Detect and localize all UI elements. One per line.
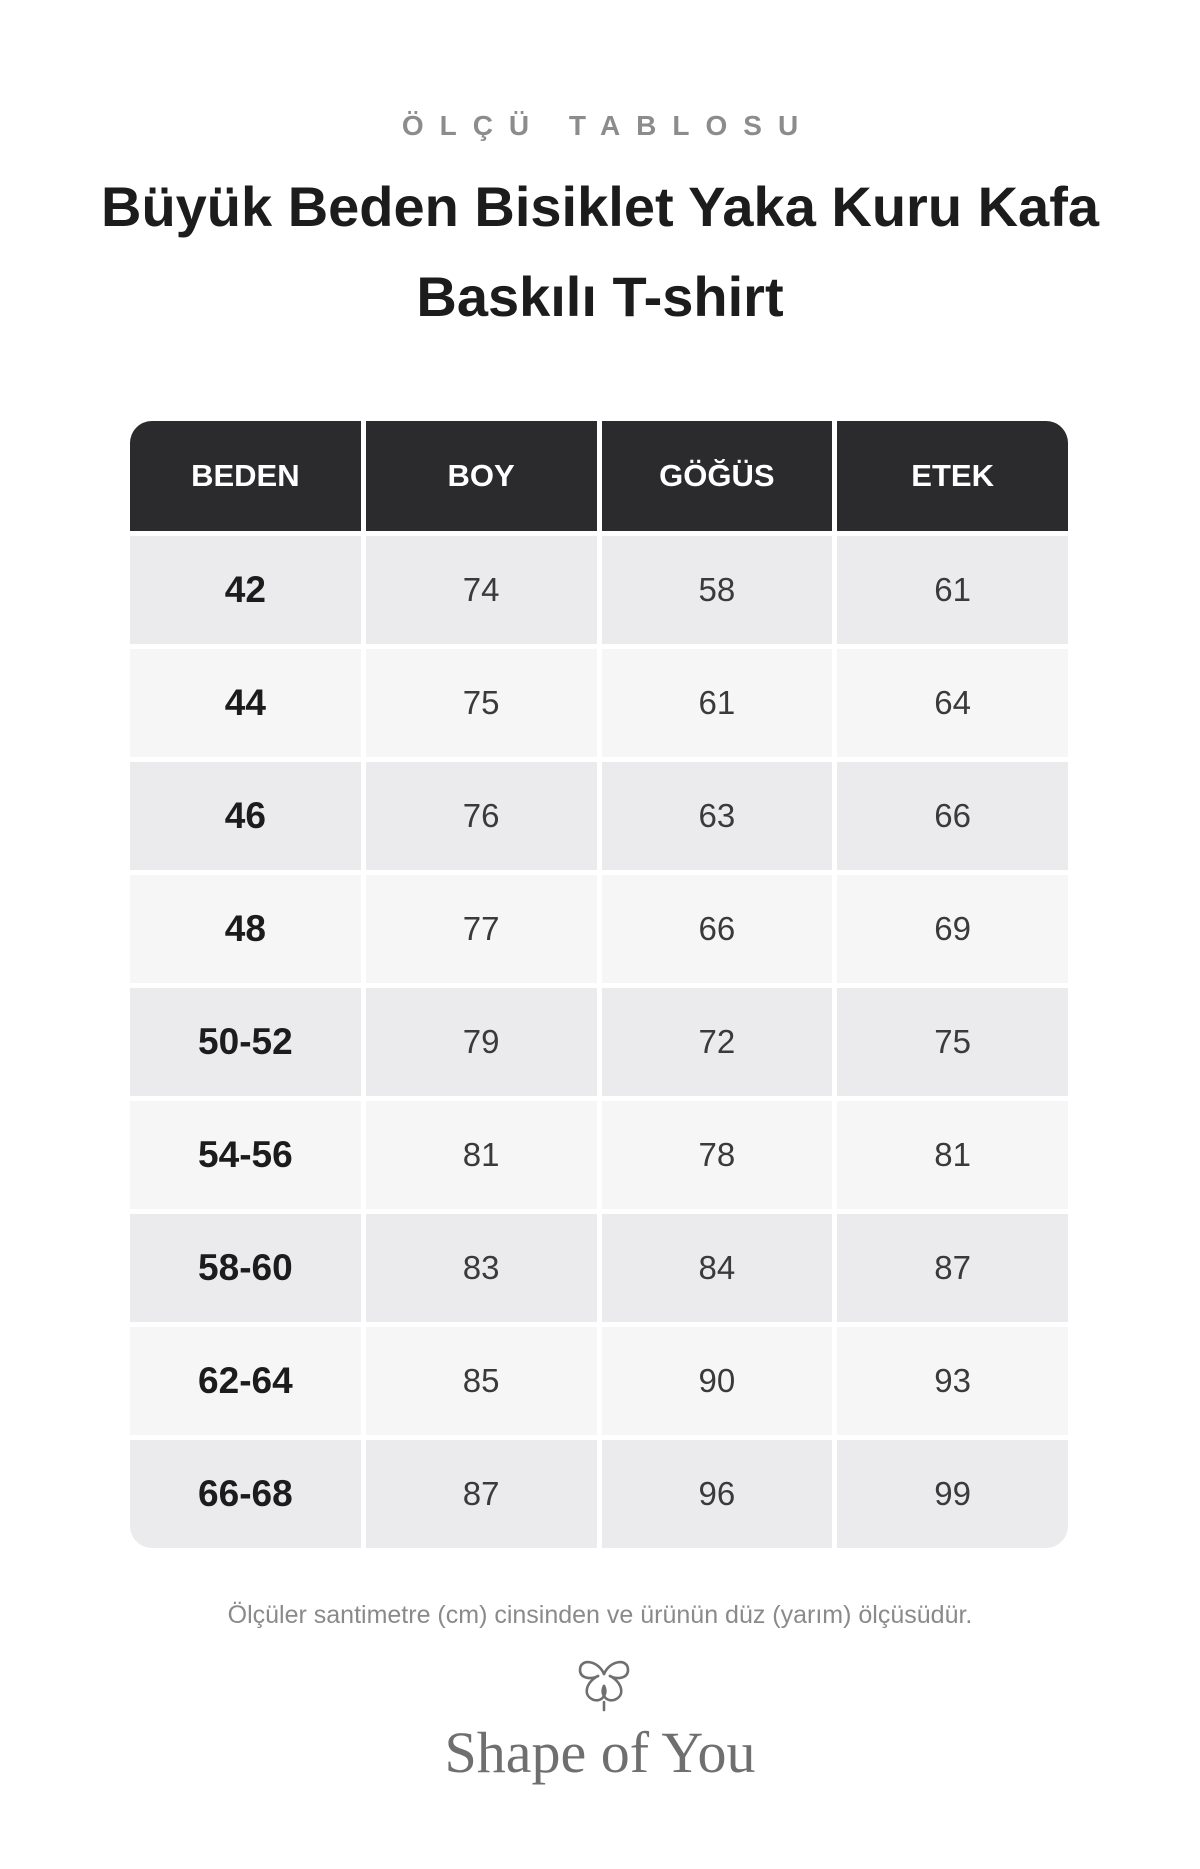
- boy-cell: 77: [366, 875, 597, 983]
- column-header-beden: BEDEN: [130, 421, 361, 531]
- gogus-cell: 58: [602, 536, 833, 644]
- measurement-note: Ölçüler santimetre (cm) cinsinden ve ürünün düz (yarım) ölçüsüdür.: [227, 1601, 973, 1629]
- etek-cell: 66: [837, 762, 1068, 870]
- table-body: [130, 536, 1068, 1548]
- boy-cell: 81: [366, 1101, 597, 1209]
- column-header-gogus: GÖĞÜS: [602, 421, 833, 531]
- column-header-etek: ETEK: [837, 421, 1068, 531]
- etek-cell: 81: [837, 1101, 1068, 1209]
- size-cell: 44: [130, 649, 361, 757]
- etek-cell: 99: [837, 1440, 1068, 1548]
- gogus-cell: 78: [602, 1101, 833, 1209]
- boy-cell: 83: [366, 1214, 597, 1322]
- size-cell: 66-68: [130, 1440, 361, 1548]
- page-title: Büyük Beden Bisiklet Yaka Kuru Kafa Baskılı T-shirt: [101, 175, 1099, 328]
- etek-cell: 87: [837, 1214, 1068, 1322]
- size-cell: 62-64: [130, 1327, 361, 1435]
- size-cell: 48: [130, 875, 361, 983]
- etek-cell: 69: [837, 875, 1068, 983]
- table-row: [130, 875, 1068, 983]
- size-cell: 46: [130, 762, 361, 870]
- boy-cell: 76: [366, 762, 597, 870]
- table-row: [130, 988, 1068, 1096]
- etek-cell: 64: [837, 649, 1068, 757]
- etek-cell: 93: [837, 1327, 1068, 1435]
- table-row: [130, 1214, 1068, 1322]
- table-header: [130, 421, 1068, 531]
- boy-cell: 85: [366, 1327, 597, 1435]
- boy-cell: 79: [366, 988, 597, 1096]
- size-cell: 54-56: [130, 1101, 361, 1209]
- gogus-cell: 84: [602, 1214, 833, 1322]
- gogus-cell: 72: [602, 988, 833, 1096]
- size-cell: 42: [130, 536, 361, 644]
- table-row: [130, 1101, 1068, 1209]
- size-cell: 58-60: [130, 1214, 361, 1322]
- table-row: [130, 1327, 1068, 1435]
- table-row: [130, 649, 1068, 757]
- gogus-cell: 63: [602, 762, 833, 870]
- column-header-boy: BOY: [366, 421, 597, 531]
- table-row: [130, 536, 1068, 644]
- double-heart-logo-icon: [568, 1650, 640, 1714]
- boy-cell: 74: [366, 536, 597, 644]
- etek-cell: 61: [837, 536, 1068, 644]
- table-header-row: [130, 421, 1068, 531]
- brand-wordmark: Shape of You: [444, 1720, 756, 1785]
- boy-cell: 87: [366, 1440, 597, 1548]
- gogus-cell: 61: [602, 649, 833, 757]
- gogus-cell: 66: [602, 875, 833, 983]
- size-cell: 50-52: [130, 988, 361, 1096]
- gogus-cell: 96: [602, 1440, 833, 1548]
- eyebrow-label: ÖLÇÜ TABLOSU: [401, 110, 815, 141]
- table-row: [130, 1440, 1068, 1548]
- gogus-cell: 90: [602, 1327, 833, 1435]
- table-row: [130, 762, 1068, 870]
- size-chart-table: [125, 416, 1073, 1553]
- boy-cell: 75: [366, 649, 597, 757]
- etek-cell: 75: [837, 988, 1068, 1096]
